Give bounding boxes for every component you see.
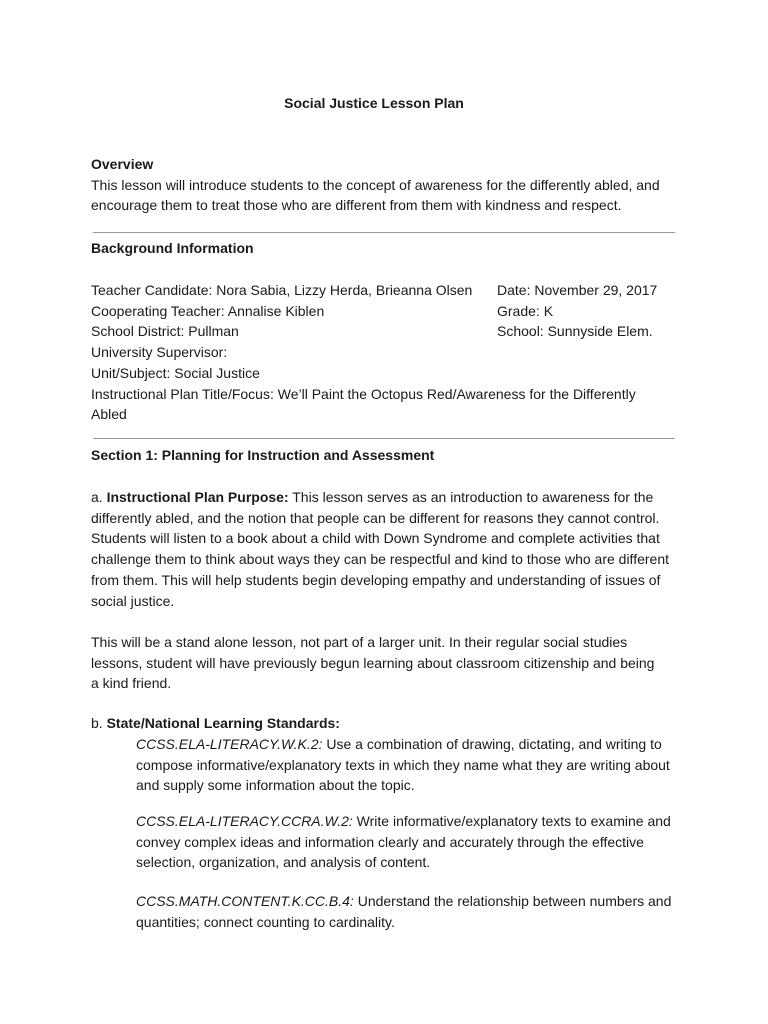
standard-2-desc: Write informative/explanatory texts to examine and convey complex ideas and information clearly and accurately through the effective selection, organization, and analysis of content.	[136, 813, 671, 871]
cooperating-teacher: Cooperating Teacher: Annalise Kiblen	[91, 302, 325, 319]
purpose-paragraph	[91, 487, 681, 611]
standard-2	[136, 811, 681, 873]
purpose-text: This lesson serves as an introduction to awareness for the differently abled, and the notion that people can be different for reasons they cannot control. Students will listen to a book about a child with Down Syndrome and complete activities that challenge them to think about ways they can be respectful and kind to those who are different from them. This will help students begin developing empathy and understanding of issues of social justice.	[91, 489, 669, 609]
overview-section	[91, 154, 681, 216]
date: Date: November 29, 2017	[497, 282, 658, 298]
standard-2-text	[136, 811, 681, 873]
standard-3-desc: Understand the relationship between numbers and quantities; connect counting to cardinality.	[136, 893, 672, 930]
standards-heading	[91, 713, 681, 734]
standard-1-text	[136, 734, 681, 796]
overview-text: This lesson will introduce students to the concept of awareness for the differently abled, and encourage them to treat those who are different from them with kindness and respect.	[91, 176, 660, 214]
school: School: Sunnyside Elem.	[497, 323, 653, 340]
standard-2-code: CCSS.ELA-LITERACY.CCRA.W.2:	[136, 813, 353, 829]
purpose-block	[91, 487, 681, 611]
info-row-1	[91, 280, 681, 301]
school-district: School District: Pullman	[91, 323, 239, 340]
standard-3	[136, 891, 681, 932]
info-row-5	[91, 363, 681, 384]
standalone-text: This will be a stand alone lesson, not part of a larger unit. In their regular social studies lessons, student will have previously begun learning about classroom citizenship and being a kind friend.	[91, 634, 655, 692]
info-row-2	[91, 301, 681, 322]
grade: Grade: K	[497, 302, 554, 319]
standard-1	[136, 734, 681, 796]
background-heading	[91, 238, 681, 259]
overview-heading: Overview	[91, 156, 154, 172]
standalone-block	[91, 632, 666, 694]
info-row-3	[91, 321, 681, 342]
info-row-4	[91, 342, 681, 363]
standard-3-text	[136, 891, 681, 932]
divider	[93, 438, 675, 439]
standard-3-code: CCSS.MATH.CONTENT.K.CC.B.4:	[136, 893, 354, 909]
standard-1-desc: Use a combination of drawing, dictating, and writing to compose informative/explanatory texts in which they name what they are writing about and supply some information about the topic.	[136, 736, 670, 794]
standards-block	[91, 713, 681, 734]
purpose-label: Instructional Plan Purpose:	[106, 489, 289, 505]
plan-title-block	[91, 384, 651, 425]
university-supervisor: University Supervisor:	[91, 344, 228, 361]
document-title: Social Justice Lesson Plan	[284, 95, 464, 111]
plan-title: Instructional Plan Title/Focus: We’ll Paint the Octopus Red/Awareness for the Differently Abled	[91, 385, 636, 423]
standards-prefix: b.	[91, 715, 107, 731]
standards-label: State/National Learning Standards:	[106, 715, 340, 731]
unit-subject: Unit/Subject: Social Justice	[91, 364, 260, 381]
section1-heading: Section 1: Planning for Instruction and Assessment	[91, 447, 435, 463]
background-heading-text: Background Information	[91, 240, 254, 256]
section1	[91, 445, 681, 466]
standard-1-code: CCSS.ELA-LITERACY.W.K.2:	[136, 736, 323, 752]
divider	[93, 232, 675, 233]
teacher-candidate: Teacher Candidate: Nora Sabia, Lizzy Herda, Brieanna Olsen	[91, 282, 473, 298]
purpose-prefix: a.	[91, 489, 107, 505]
